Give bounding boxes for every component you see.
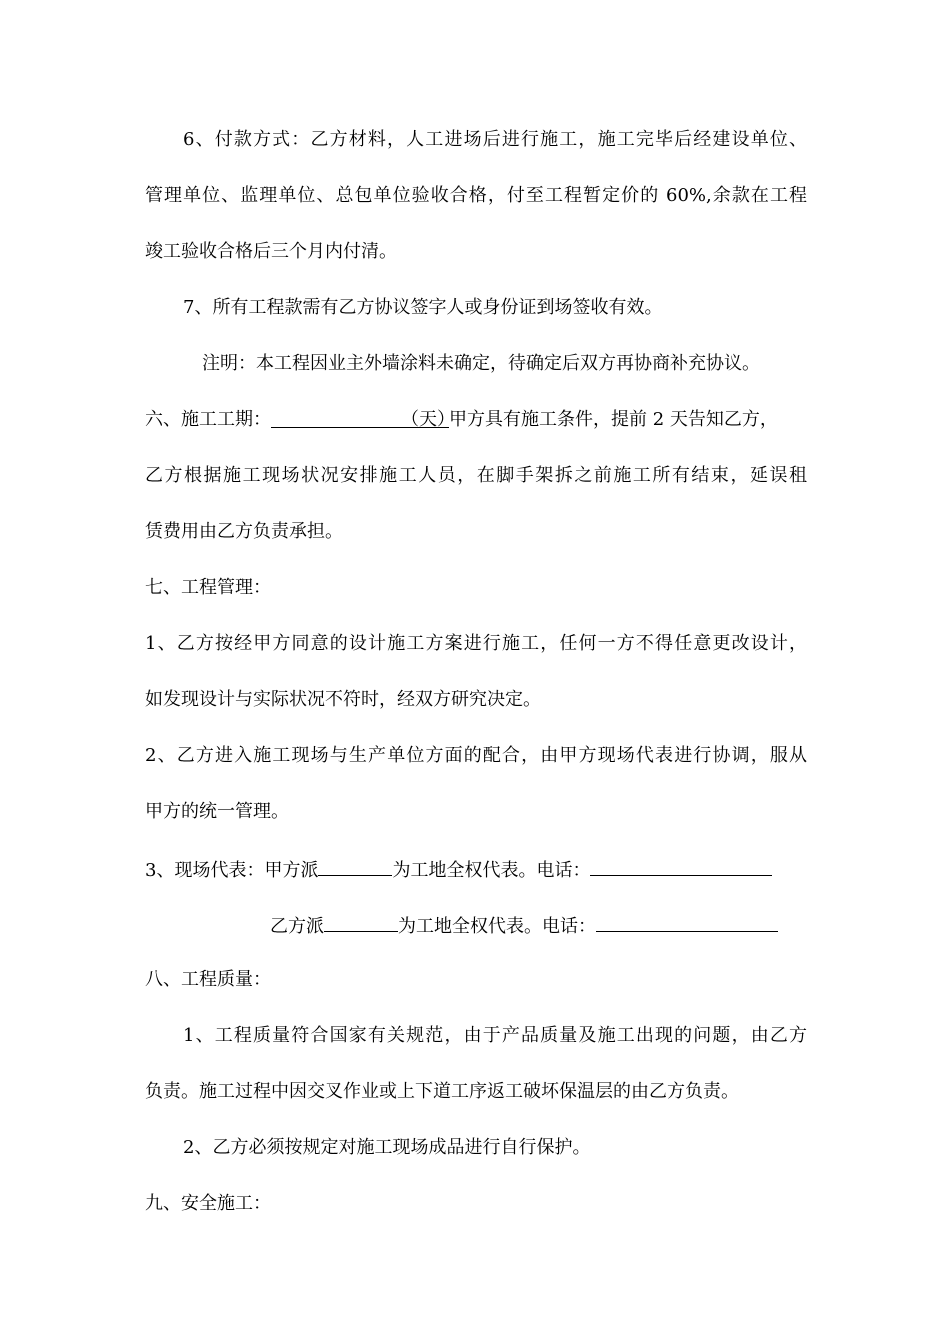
section6-prefix: 六、施工工期：	[145, 409, 271, 430]
section6-line2: 乙方根据施工现场状况安排施工人员，在脚手架拆之前施工所有结束，延误租	[145, 465, 807, 486]
party-b-label: 乙方派	[270, 916, 324, 937]
party-b-rep-line	[270, 911, 778, 940]
payment-note: 注明：本工程因业主外墙涂料未确定，待确定后双方再协商补充协议。	[202, 353, 760, 374]
section6-line1-rest: 甲方具有施工条件，提前 2 天告知乙方，	[449, 409, 778, 430]
party-b-phone-blank	[596, 911, 778, 932]
days-blank	[271, 407, 455, 430]
section9-heading: 九、安全施工：	[145, 1193, 271, 1214]
section7-item1-line2: 如发现设计与实际状况不符时，经双方研究决定。	[145, 689, 541, 710]
section7-heading: 七、工程管理：	[145, 577, 271, 598]
payment-item6-line3: 竣工验收合格后三个月内付清。	[145, 241, 397, 262]
section8-item2: 2、乙方必须按规定对施工现场成品进行自行保护。	[183, 1137, 591, 1158]
party-b-rep-mid: 为工地全权代表。电话：	[398, 916, 596, 937]
payment-item6-line1: 6、付款方式：乙方材料，人工进场后进行施工，施工完毕后经建设单位、	[183, 129, 807, 150]
party-a-label: 甲方派	[264, 860, 319, 881]
section6-line1	[145, 407, 778, 433]
rep-prefix: 3、现场代表：	[145, 860, 265, 881]
days-unit: （天）	[401, 409, 455, 430]
party-a-name-blank	[318, 855, 392, 876]
section6-line3: 赁费用由乙方负责承担。	[145, 521, 343, 542]
party-a-rep-mid: 为工地全权代表。电话：	[392, 860, 591, 881]
section7-item2-line2: 甲方的统一管理。	[145, 801, 289, 822]
section8-item1-line2: 负责。施工过程中因交叉作业或上下道工序返工破坏保温层的由乙方负责。	[145, 1081, 739, 1102]
party-a-phone-blank	[590, 855, 772, 876]
payment-item7: 7、所有工程款需有乙方协议签字人或身份证到场签收有效。	[183, 297, 663, 318]
section8-item1-line1: 1、工程质量符合国家有关规范，由于产品质量及施工出现的问题，由乙方	[183, 1025, 807, 1046]
section7-item1-line1: 1、乙方按经甲方同意的设计施工方案进行施工，任何一方不得任意更改设计，	[145, 633, 807, 654]
section8-heading: 八、工程质量：	[145, 969, 271, 990]
party-b-name-blank	[324, 911, 398, 932]
party-a-rep-line	[145, 855, 772, 884]
payment-item6-line2: 管理单位、监理单位、总包单位验收合格，付至工程暂定价的 60%,余款在工程	[145, 185, 807, 206]
section7-item2-line1: 2、乙方进入施工现场与生产单位方面的配合，由甲方现场代表进行协调，服从	[145, 745, 807, 766]
